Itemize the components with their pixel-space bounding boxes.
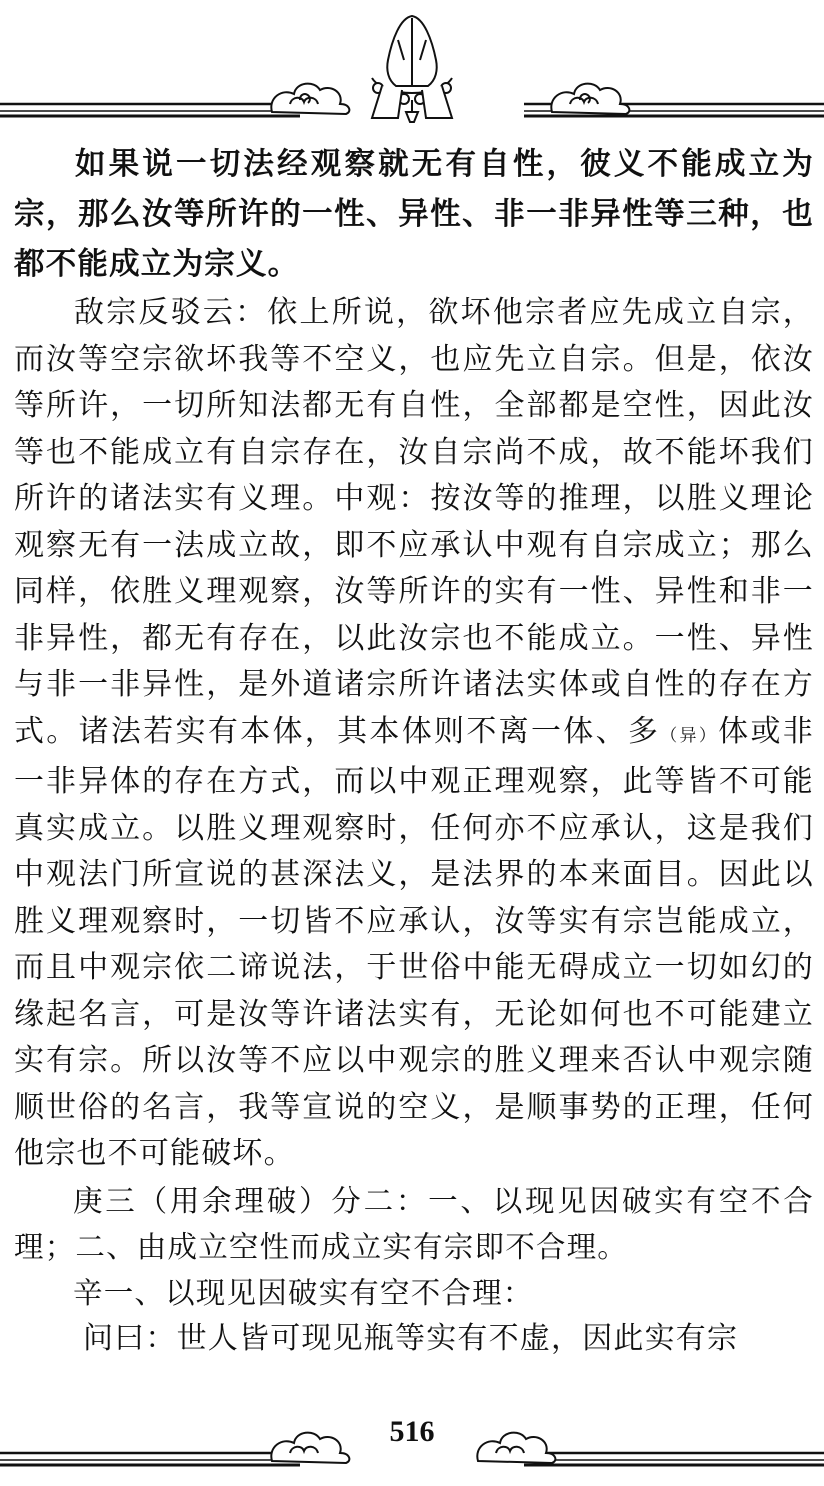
page-content: [14, 140, 814, 1362]
section-heading-geng-san: 庚三（用余理破）分二：一、以现见因破实有空不合理；二、由成立空性而成立实有宗即不合理。: [14, 1183, 814, 1264]
root-text-verse: 如果说一切法经观察就无有自性，彼义不能成立为宗，那么汝等所许的一性、异性、非一非异性等三种，也都不能成立为宗义。: [14, 147, 814, 282]
cloud-scroll-left-icon: [271, 84, 349, 114]
header-rule-left: [0, 104, 300, 116]
footer-cloud-left-icon: [271, 1433, 349, 1463]
commentary-text-part1: 敌宗反驳云：依上所说，欲坏他宗者应先成立自宗，而汝等空宗欲坏我等不空义，也应先立自宗。但是，依汝等所许，一切所知法都无有自性，全部都是空性，因此汝等也不能成立有自宗存在，汝自宗尚不成，故不能坏我们所许的诸法实有义理。中观：按汝等的推理，以胜义理论观察无有一法成立故，即不应承认中观有自宗成立；那么同样，依胜义理观察，汝等所许的实有一性、异性和非一非异性，都无有存在，以此汝宗也不能成立。一性、异性与非一非异性，是外道诸宗所许诸法实体或自性的存在方式。诸法若实有本体，其本体则不离一体、多: [14, 295, 814, 749]
commentary-text-part2: 体或非一非异体的存在方式，而以中观正理观察，此等皆不可能真实成立。以胜义理观察时，任何亦不应承认，这是我们中观法门所宣说的甚深法义，是法界的本来面目。因此以胜义理观察时，一切皆不应承认，汝等实有宗岂能成立，而且中观宗依二谛说法，于世俗中能无碍成立一切如幻的缘起名言，可是汝等许诸法实有，无论如何也不可能建立实有宗。所以汝等不应以中观宗的胜义理来否认中观宗随顺世俗的名言，我等宣说的空义，是顺事势的正理，任何他宗也不可能破坏。: [14, 713, 814, 1171]
praying-hands-icon: [372, 16, 452, 122]
cloud-scroll-right-icon: [551, 84, 629, 114]
footer-cloud-right-icon: [477, 1433, 555, 1463]
page-number: 516: [389, 1415, 435, 1448]
header-ornament: [0, 0, 824, 140]
footer-rule-left: [0, 1453, 300, 1465]
footer-rule-right: [524, 1453, 824, 1465]
annotation-note: （异）: [660, 725, 719, 746]
commentary-paragraph: [14, 290, 814, 1178]
question-paragraph: 问曰：世人皆可现见瓶等实有不虚，因此实有宗: [83, 1320, 739, 1356]
section-heading-xin-yi: 辛一、以现见因破实有空不合理：: [73, 1275, 534, 1310]
